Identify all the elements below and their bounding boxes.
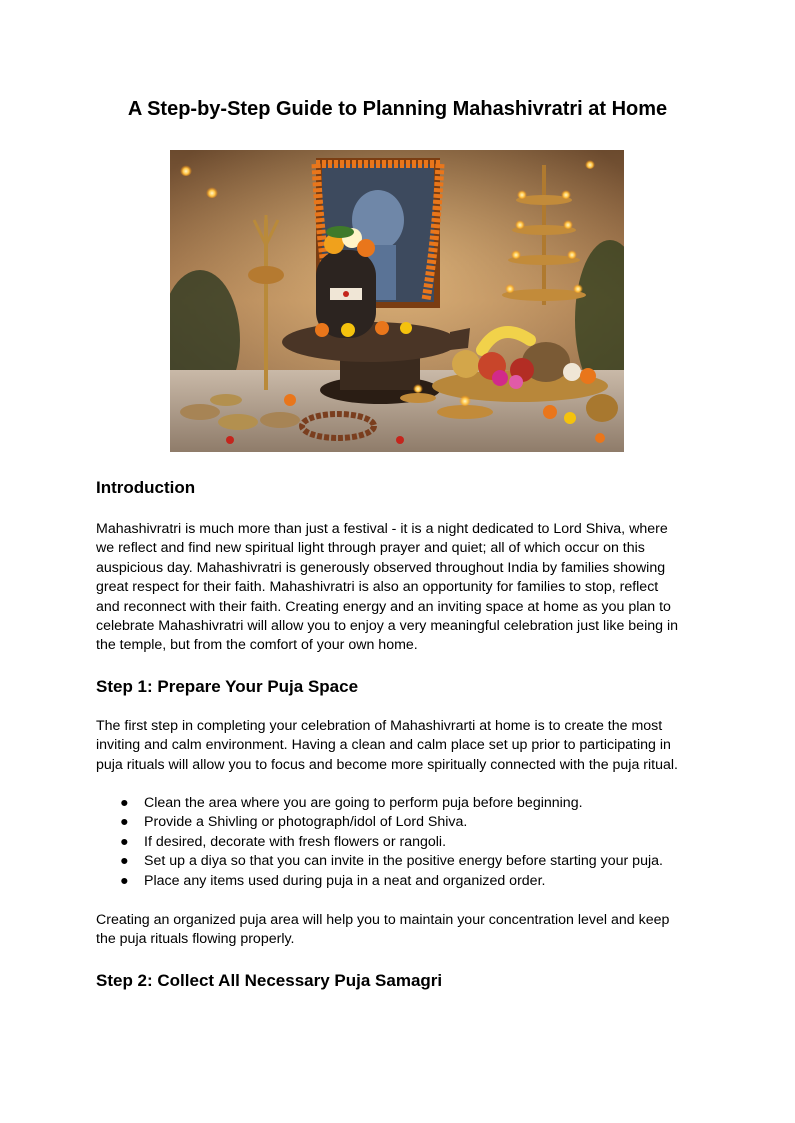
list-item-text: Clean the area where you are going to perform puja before beginning. [144,795,583,811]
step1-intro-line: inviting and calm environment. Having a clean and calm place set up prior to participating in [96,737,671,754]
intro-paragraph [96,520,706,656]
list-item-text: Set up a diya so that you can invite in the positive energy before starting your puja. [144,853,663,870]
intro-line: great respect for their faith. Mahashivratri is also an opportunity for families to stop, reflect [96,579,659,596]
intro-line: Mahashivratri is much more than just a festival - it is a night dedicated to Lord Shiva, where [96,521,668,537]
list-item [96,872,706,891]
intro-line: auspicious day. Mahashivratri is generously observed throughout India by families showing [96,559,666,576]
list-item [96,833,706,852]
step1-closing-paragraph [96,911,706,950]
step1-closing-line: Creating an organized puja area will help you to maintain your concentration level and keep [96,912,670,928]
step1-intro-paragraph [96,717,706,775]
step1-bullet-list [96,794,706,891]
intro-line: we reflect and find new spiritual light through prayer and quiet; all of which occur on this [96,540,645,557]
list-item-text: Place any items used during puja in a neat and organized order. [144,872,546,889]
list-item-text: If desired, decorate with fresh flowers or rangoli. [144,833,447,850]
step1-closing-line: the puja rituals flowing properly. [96,931,295,948]
intro-line: the temple, but from the comfort of your own home. [96,637,418,654]
list-item [96,852,706,871]
shivling-puja-altar-image [170,150,624,452]
bullet-icon: ● [120,795,129,811]
bullet-icon: ● [120,833,129,850]
list-item-text: Provide a Shivling or photograph/idol of Lord Shiva. [144,814,468,831]
list-item [96,794,706,813]
bullet-icon: ● [120,814,129,831]
bullet-icon: ● [120,853,129,870]
bullet-icon: ● [120,872,129,889]
intro-line: celebrate Mahashivratri will allow you to enjoy a very meaningful celebration just like being in [96,618,678,635]
step2-heading: Step 2: Collect All Necessary Puja Samagri [96,971,443,990]
page-title: A Step-by-Step Guide to Planning Mahashivratri at Home [127,98,668,120]
step1-intro-line: puja rituals will allow you to focus and become more spiritually connected with the puja ritual. [96,756,678,773]
step1-intro-line: The first step in completing your celebration of Mahashivrarti at home is to create the most [96,718,663,734]
intro-line: and reconnect with their faith. Creating energy and an inviting space at home as you plan to [96,598,671,615]
step1-heading: Step 1: Prepare Your Puja Space [96,677,359,696]
list-item [96,813,706,832]
intro-heading: Introduction [96,478,196,497]
